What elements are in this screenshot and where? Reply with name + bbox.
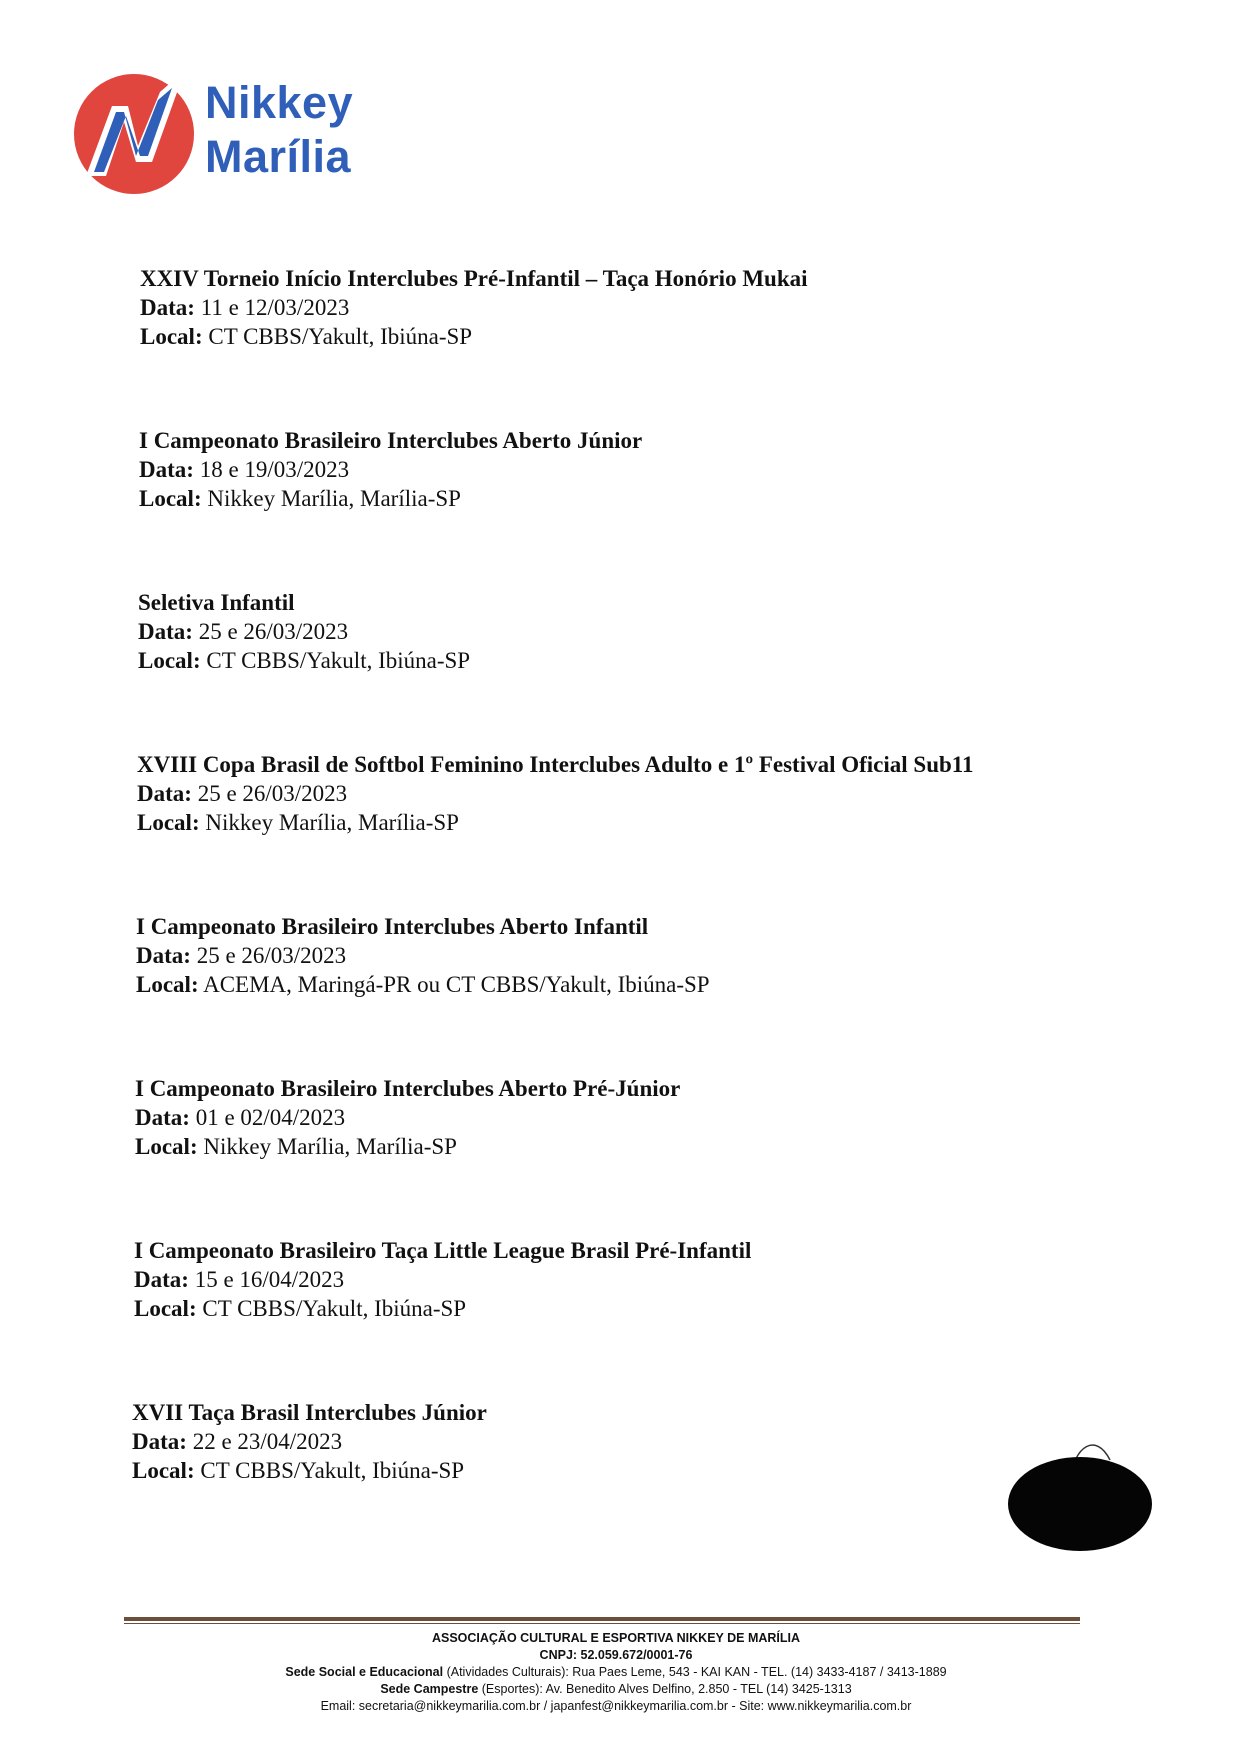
local-label: Local:: [135, 1134, 198, 1159]
event-local: ACEMA, Maringá-PR ou CT CBBS/Yakult, Ibiúna-SP: [203, 972, 710, 997]
letterhead-footer: [124, 1630, 1108, 1715]
event-item: [136, 912, 1196, 999]
event-date-row: [137, 779, 1197, 808]
local-label: Local:: [140, 324, 203, 349]
event-local-row: [138, 646, 1198, 675]
nikkey-logo-emblem-icon: [72, 72, 196, 196]
event-item: [137, 750, 1197, 837]
event-title: XVII Taça Brasil Interclubes Júnior: [132, 1400, 487, 1425]
event-local-row: [139, 484, 1199, 513]
date-label: Data:: [136, 943, 191, 968]
footer-sede-campestre: [124, 1681, 1108, 1698]
logo-wordmark: [205, 76, 353, 184]
event-local-row: [137, 808, 1197, 837]
event-item: [140, 264, 1200, 351]
date-label: Data:: [137, 781, 192, 806]
event-title: Seletiva Infantil: [138, 590, 295, 615]
footer-cnpj: CNPJ: 52.059.672/0001-76: [539, 1648, 693, 1662]
event-local: Nikkey Marília, Marília-SP: [207, 486, 461, 511]
event-date-row: [138, 617, 1198, 646]
redaction-blot: [1008, 1457, 1152, 1551]
date-label: Data:: [134, 1267, 189, 1292]
local-label: Local:: [132, 1458, 195, 1483]
event-date-row: [134, 1265, 1194, 1294]
event-date-row: [139, 455, 1199, 484]
date-label: Data:: [138, 619, 193, 644]
local-label: Local:: [137, 810, 200, 835]
event-title: XXIV Torneio Início Interclubes Pré-Infantil – Taça Honório Mukai: [140, 266, 808, 291]
footer-contact: Email: secretaria@nikkeymarilia.com.br / japanfest@nikkeymarilia.com.br - Site: www.nikkeymarilia.com.br: [320, 1699, 912, 1713]
event-local: Nikkey Marília, Marília-SP: [203, 1134, 457, 1159]
event-date: 15 e 16/04/2023: [194, 1267, 345, 1292]
event-local: CT CBBS/Yakult, Ibiúna-SP: [206, 648, 471, 673]
local-label: Local:: [134, 1296, 197, 1321]
event-date-row: [140, 293, 1200, 322]
footer-divider-thin: [124, 1623, 1080, 1624]
local-label: Local:: [139, 486, 202, 511]
event-title: I Campeonato Brasileiro Interclubes Aberto Infantil: [136, 914, 649, 939]
event-local: CT CBBS/Yakult, Ibiúna-SP: [208, 324, 473, 349]
logo: [72, 68, 392, 198]
event-date: 25 e 26/03/2023: [196, 943, 347, 968]
local-label: Local:: [138, 648, 201, 673]
event-local: Nikkey Marília, Marília-SP: [205, 810, 459, 835]
event-date: 25 e 26/03/2023: [198, 619, 349, 644]
event-title: I Campeonato Brasileiro Interclubes Aberto Pré-Júnior: [135, 1076, 681, 1101]
event-date: 11 e 12/03/2023: [200, 295, 350, 320]
event-local: CT CBBS/Yakult, Ibiúna-SP: [202, 1296, 467, 1321]
event-local-row: [134, 1294, 1194, 1323]
event-local-row: [135, 1132, 1195, 1161]
event-item: [135, 1074, 1195, 1161]
event-date: 01 e 02/04/2023: [195, 1105, 346, 1130]
event-item: [139, 426, 1199, 513]
event-date: 25 e 26/03/2023: [197, 781, 348, 806]
event-title: XVIII Copa Brasil de Softbol Feminino Interclubes Adulto e 1º Festival Oficial Sub11: [137, 752, 974, 777]
local-label: Local:: [136, 972, 199, 997]
sede-campestre-text: (Esportes): Av. Benedito Alves Delfino, 2.850 - TEL (14) 3425-1313: [481, 1682, 852, 1696]
logo-line-2: Marília: [205, 131, 352, 182]
sede-social-text: (Atividades Culturais): Rua Paes Leme, 543 - KAI KAN - TEL. (14) 3433-4187 / 3413-1889: [446, 1665, 947, 1679]
date-label: Data:: [140, 295, 195, 320]
event-date: 22 e 23/04/2023: [192, 1429, 343, 1454]
event-title: I Campeonato Brasileiro Interclubes Aberto Júnior: [139, 428, 643, 453]
event-local: CT CBBS/Yakult, Ibiúna-SP: [200, 1458, 465, 1483]
date-label: Data:: [132, 1429, 187, 1454]
event-local-row: [136, 970, 1196, 999]
footer-organization: ASSOCIAÇÃO CULTURAL E ESPORTIVA NIKKEY DE MARÍLIA: [431, 1631, 801, 1645]
date-label: Data:: [139, 457, 194, 482]
sede-social-label: Sede Social e Educacional: [285, 1665, 444, 1679]
event-date: 18 e 19/03/2023: [199, 457, 350, 482]
date-label: Data:: [135, 1105, 190, 1130]
event-date-row: [136, 941, 1196, 970]
sede-campestre-label: Sede Campestre: [380, 1682, 479, 1696]
event-date-row: [135, 1103, 1195, 1132]
event-item: [134, 1236, 1194, 1323]
footer-sede-social: [124, 1664, 1108, 1681]
footer-divider: [124, 1617, 1080, 1621]
event-local-row: [140, 322, 1200, 351]
event-item: [138, 588, 1198, 675]
event-date-row: [132, 1427, 1192, 1456]
logo-line-1: Nikkey: [205, 77, 354, 128]
event-title: I Campeonato Brasileiro Taça Little League Brasil Pré-Infantil: [134, 1238, 752, 1263]
